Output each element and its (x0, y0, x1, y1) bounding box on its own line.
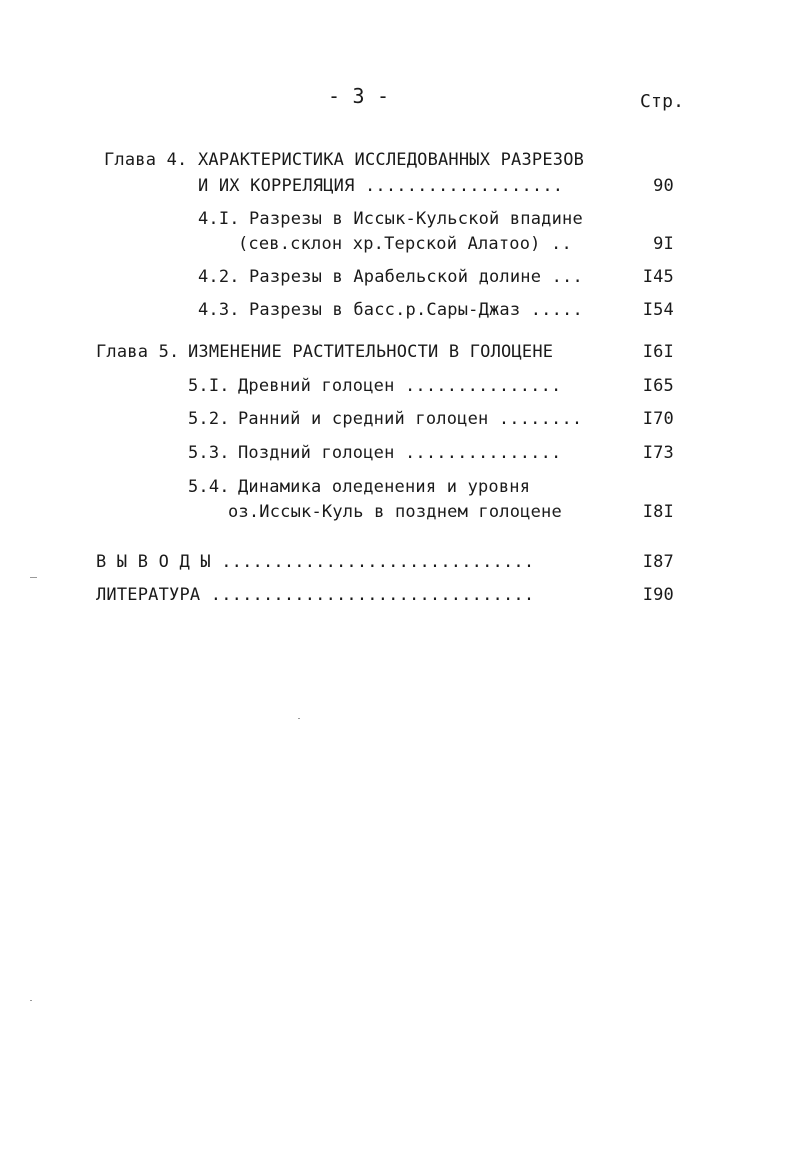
literature-page: I90 (642, 585, 674, 605)
chapter-5-page: I6I (642, 342, 674, 362)
scan-mark (30, 1000, 32, 1001)
page-number: - 3 - (328, 84, 390, 108)
chapter-5-title: ИЗМЕНЕНИЕ РАСТИТЕЛЬНОСТИ В ГОЛОЦЕНЕ (188, 342, 554, 362)
section-5-4-number: 5.4. (188, 477, 230, 497)
section-4-1-line1: Разрезы в Иссык-Кульской впадине (249, 209, 583, 229)
chapter-4-page: 90 (653, 176, 674, 196)
section-4-2-line1: Разрезы в Арабельской долине ... (249, 267, 583, 287)
section-4-3-line1: Разрезы в басс.р.Сары-Джаз ..... (249, 300, 583, 320)
pages-column-label: Стр. (640, 91, 685, 112)
section-5-2-number: 5.2. (188, 409, 230, 429)
scan-mark (30, 577, 37, 578)
section-5-4-page: I8I (642, 502, 674, 522)
chapter-5-prefix: Глава 5. (96, 342, 180, 362)
scan-mark (298, 718, 300, 719)
conclusions-entry: В Ы В О Д Ы .............................. (96, 552, 535, 572)
chapter-4-title-line2: И ИХ КОРРЕЛЯЦИЯ ................... (198, 176, 564, 196)
section-5-3-number: 5.3. (188, 443, 230, 463)
section-4-2-page: I45 (642, 267, 674, 287)
section-4-1-page: 9I (653, 234, 674, 254)
section-5-1-number: 5.I. (188, 376, 230, 396)
section-4-1-line2: (сев.склон хр.Терской Алатоо) .. (238, 234, 572, 254)
literature-entry: ЛИТЕРАТУРА ............................... (96, 585, 535, 605)
conclusions-page: I87 (642, 552, 674, 572)
chapter-4-prefix: Глава 4. (104, 150, 188, 170)
section-5-4-line1: Динамика оледенения и уровня (238, 477, 531, 497)
section-4-3-page: I54 (642, 300, 674, 320)
section-4-2-number: 4.2. (198, 267, 240, 287)
section-5-4-line2: оз.Иссык-Куль в позднем голоцене (228, 502, 562, 522)
section-5-3-line1: Поздний голоцен ............... (238, 443, 562, 463)
section-4-1-number: 4.I. (198, 209, 240, 229)
section-5-2-page: I70 (642, 409, 674, 429)
section-5-1-page: I65 (642, 376, 674, 396)
section-4-3-number: 4.3. (198, 300, 240, 320)
section-5-3-page: I73 (642, 443, 674, 463)
section-5-2-line1: Ранний и средний голоцен ........ (238, 409, 583, 429)
chapter-4-title-line1: ХАРАКТЕРИСТИКА ИССЛЕДОВАННЫХ РАЗРЕЗОВ (198, 150, 585, 170)
section-5-1-line1: Древний голоцен ............... (238, 376, 562, 396)
